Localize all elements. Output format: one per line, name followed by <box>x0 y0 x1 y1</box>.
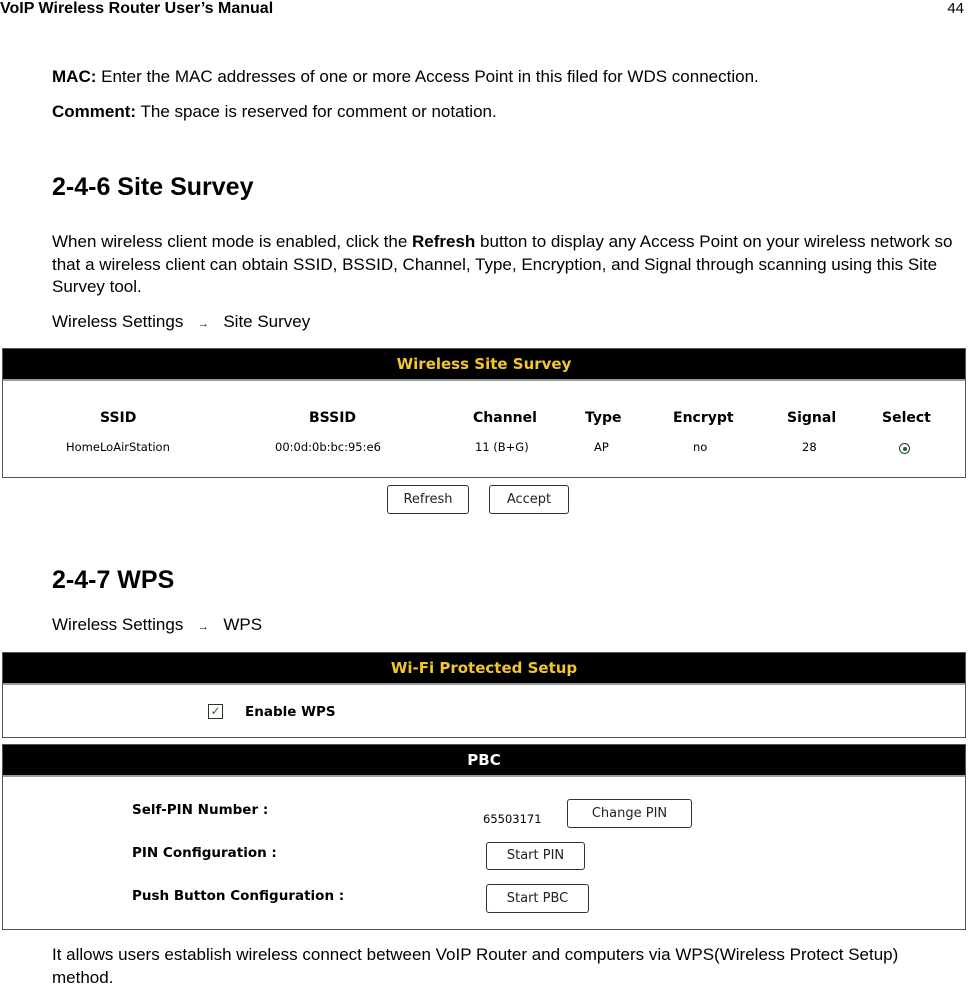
site-survey-panel-title: Wireless Site Survey <box>3 349 965 381</box>
mac-label: MAC: <box>52 67 97 86</box>
page-number: 44 <box>947 0 964 17</box>
column-header-select: Select <box>882 410 931 426</box>
self-pin-value: 65503171 <box>483 812 542 826</box>
wps-breadcrumb <box>52 614 262 639</box>
arrow-right-icon: → <box>197 621 209 633</box>
start-pbc-button[interactable]: Start PBC <box>486 884 589 913</box>
site-survey-desc-part2: button to display any Access Point on your wireless network so that a wireless client can obtain SSID, BSSID, Channel, Type, Encryption, and Signal through scanning using this Site Survey tool. <box>52 232 953 296</box>
change-pin-button[interactable]: Change PIN <box>567 799 692 828</box>
wps-footer-text: It allows users establish wireless connect between VoIP Router and computers via WPS(Wireless Protect Setup) method. <box>52 945 899 987</box>
breadcrumb-current: Site Survey <box>223 312 311 331</box>
cell-channel: 11 (B+G) <box>475 440 529 454</box>
cell-type: AP <box>594 440 609 454</box>
wps-panel-title: Wi-Fi Protected Setup <box>3 653 965 685</box>
breadcrumb-current: WPS <box>223 615 263 634</box>
arrow-right-icon: → <box>197 318 209 330</box>
site-survey-heading: 2-4-6 Site Survey <box>52 173 254 201</box>
pbc-panel-title: PBC <box>3 745 965 777</box>
pbc-panel <box>2 744 966 930</box>
column-header-bssid: BSSID <box>309 410 357 426</box>
pin-configuration-label: PIN Configuration : <box>132 845 277 861</box>
cell-ssid: HomeLoAirStation <box>66 440 170 454</box>
comment-label: Comment: <box>52 102 137 121</box>
cell-signal: 28 <box>802 440 817 454</box>
site-survey-desc-bold: Refresh <box>412 232 476 251</box>
mac-description <box>52 66 759 89</box>
enable-wps-label: Enable WPS <box>245 704 336 720</box>
select-radio[interactable] <box>899 443 910 454</box>
column-header-signal: Signal <box>787 410 837 426</box>
cell-bssid: 00:0d:0b:bc:95:e6 <box>275 440 381 454</box>
wps-heading: 2-4-7 WPS <box>52 566 175 594</box>
site-survey-panel <box>2 348 966 478</box>
accept-button[interactable]: Accept <box>489 485 569 514</box>
wps-panel <box>2 652 966 738</box>
push-button-configuration-label: Push Button Configuration : <box>132 888 345 904</box>
site-survey-description <box>52 231 960 299</box>
cell-encrypt: no <box>693 440 708 454</box>
start-pin-button[interactable]: Start PIN <box>486 842 585 870</box>
comment-description <box>52 101 497 124</box>
column-header-type: Type <box>585 410 622 426</box>
column-header-encrypt: Encrypt <box>673 410 734 426</box>
column-header-ssid: SSID <box>100 410 137 426</box>
column-header-channel: Channel <box>473 410 537 426</box>
site-survey-breadcrumb <box>52 311 310 336</box>
mac-text: Enter the MAC addresses of one or more Access Point in this filed for WDS connection. <box>96 67 759 86</box>
comment-text: The space is reserved for comment or notation. <box>136 102 497 121</box>
breadcrumb-parent: Wireless Settings <box>52 312 184 331</box>
breadcrumb-parent: Wireless Settings <box>52 615 184 634</box>
enable-wps-checkbox[interactable]: ✓ <box>208 704 223 719</box>
self-pin-label: Self-PIN Number : <box>132 802 269 818</box>
refresh-button[interactable]: Refresh <box>387 485 469 514</box>
manual-title: VoIP Wireless Router User’s Manual <box>0 0 274 17</box>
site-survey-desc-part1: When wireless client mode is enabled, click the <box>52 232 412 251</box>
